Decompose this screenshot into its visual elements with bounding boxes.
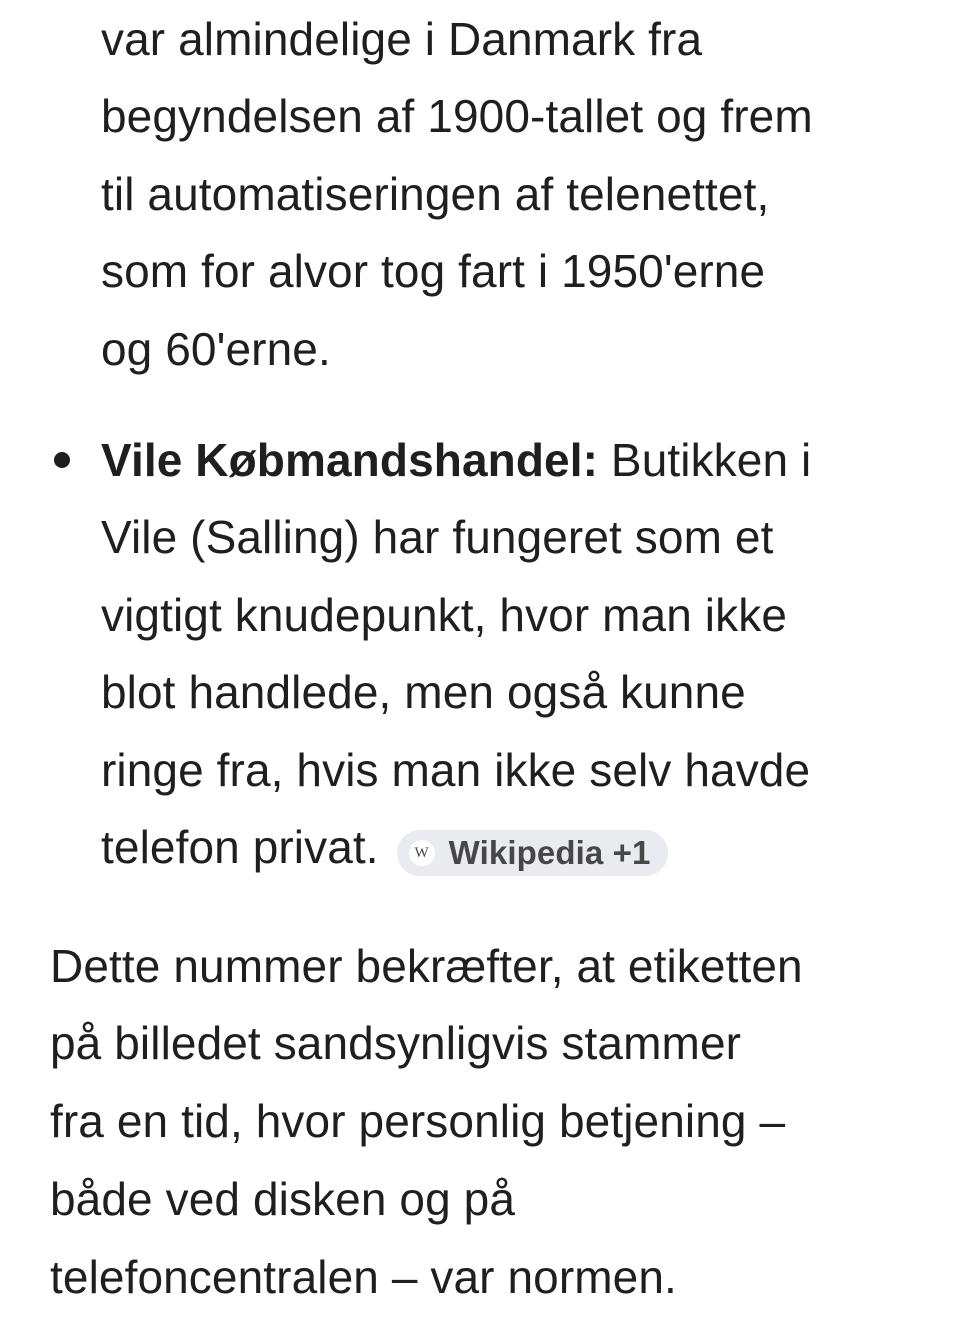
bullet-1-line-2: begyndelsen af 1900-tallet og frem [101, 90, 813, 142]
bullet-2-line-6 [101, 808, 668, 886]
source-chip-wikipedia[interactable] [397, 830, 669, 876]
bullet-1-line-4: som for alvor tog fart i 1950'erne [101, 245, 766, 297]
bullet-2-line-3: vigtigt knudepunkt, hvor man ikke [101, 589, 787, 641]
bullet-2-last-line-text: telefon privat. [101, 821, 379, 873]
bullet-2-line-1 [101, 421, 811, 499]
paragraph-line-4: både ved disken og på [50, 1173, 516, 1225]
bullet-2-line-4: blot handlede, men også kunne [101, 666, 746, 718]
paragraph-line-1: Dette nummer bekræfter, at etiketten [50, 940, 803, 992]
bullet-2-line-2: Vile (Salling) har fungeret som et [101, 511, 774, 563]
paragraph-line-2: på billedet sandsynligvis stammer [50, 1017, 742, 1069]
wikipedia-icon: W [409, 840, 435, 866]
bullet-1-line-3: til automatiseringen af telenettet, [101, 168, 770, 220]
source-chip-label: Wikipedia +1 [448, 834, 651, 871]
paragraph-line-5: telefoncentralen – var normen. [50, 1251, 677, 1303]
bullet-2-term: Vile Købmandshandel: [101, 434, 599, 486]
bullet-1-line-1: var almindelige i Danmark fra [101, 13, 703, 65]
bullet-dot [54, 452, 70, 468]
bullet-2-line-5: ringe fra, hvis man ikke selv havde [101, 744, 811, 796]
paragraph-line-3: fra en tid, hvor personlig betjening – [50, 1095, 786, 1147]
bullet-1-line-5: og 60'erne. [101, 323, 331, 375]
bullet-2-line-1-text: Butikken i [610, 434, 812, 486]
